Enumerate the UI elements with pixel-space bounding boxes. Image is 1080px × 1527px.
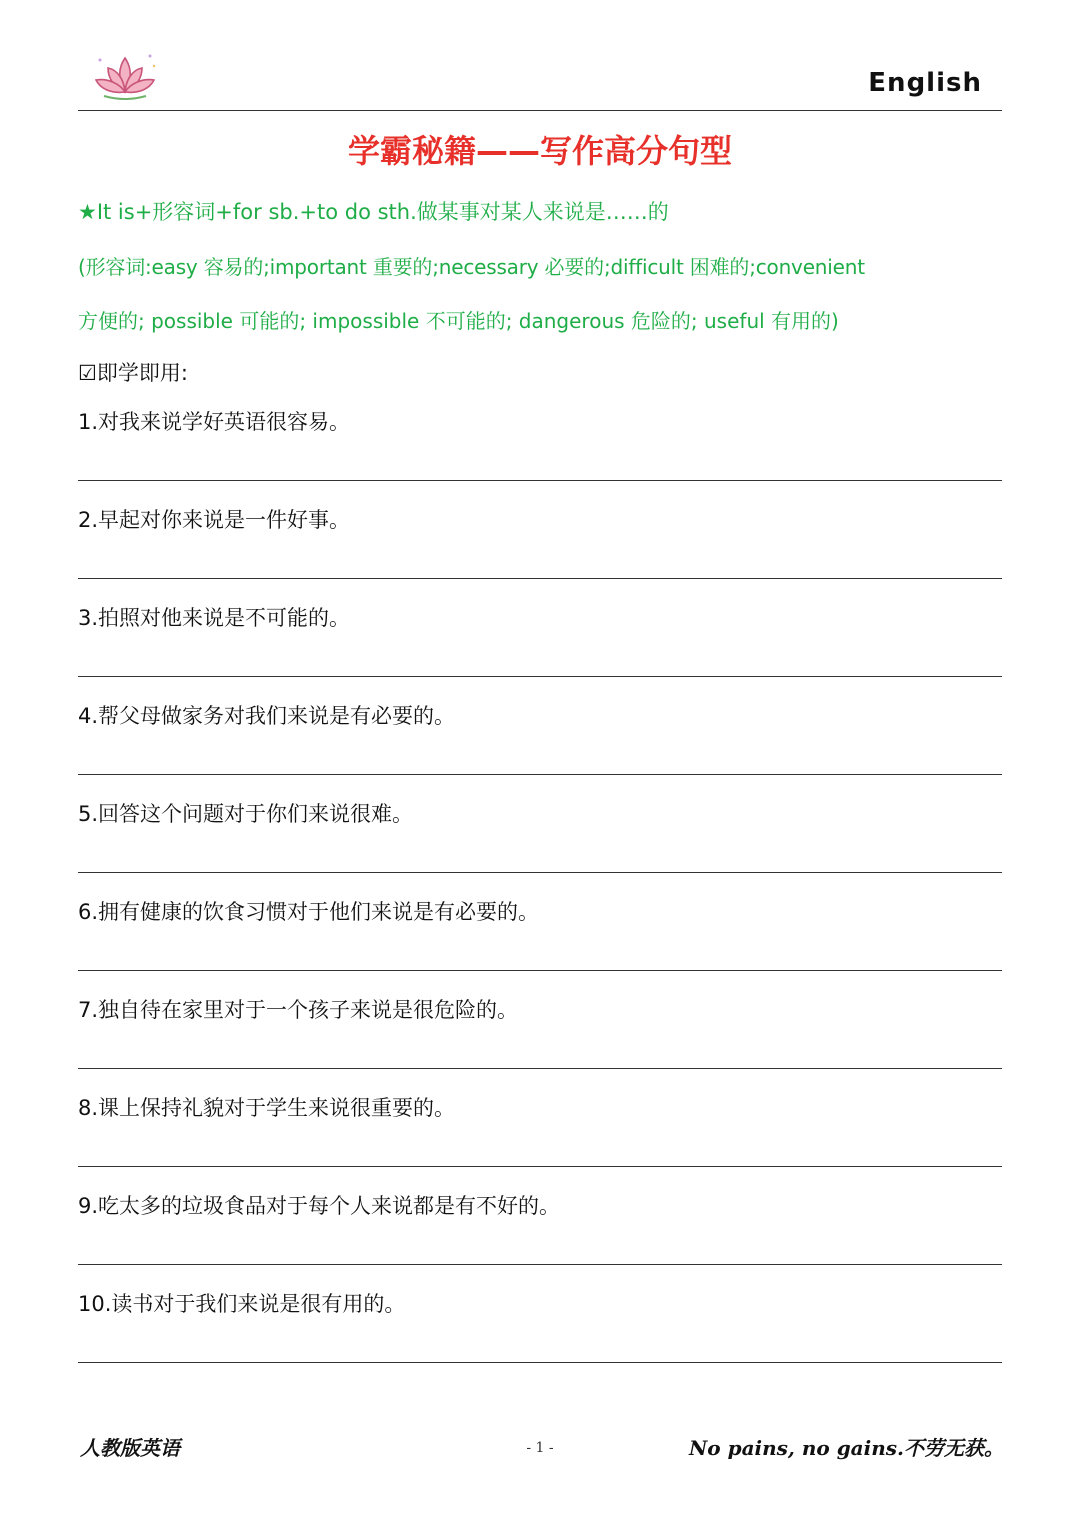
exercise-item [78, 1190, 1002, 1288]
page-header [78, 40, 1002, 111]
answer-line [78, 1264, 1002, 1265]
footer-textbook-label: 人教版英语 [80, 1436, 180, 1460]
exercise-prompt: 2.早起对你来说是一件好事。 [78, 508, 351, 532]
exercise-item [78, 406, 1002, 504]
footer-motto: No pains, no gains.不劳无获。 [689, 1436, 1004, 1460]
answer-line [78, 676, 1002, 677]
exercise-item [78, 504, 1002, 602]
exercise-item [78, 994, 1002, 1092]
answer-line [78, 1166, 1002, 1167]
exercise-prompt: 7.独自待在家里对于一个孩子来说是很危险的。 [78, 998, 519, 1022]
exercise-prompt: 6.拥有健康的饮食习惯对于他们来说是有必要的。 [78, 900, 540, 924]
exercise-item [78, 700, 1002, 798]
exercise-item [78, 896, 1002, 994]
answer-line [78, 578, 1002, 579]
exercise-prompt: 3.拍照对他来说是不可能的。 [78, 606, 351, 630]
exercise-prompt: 1.对我来说学好英语很容易。 [78, 410, 351, 434]
exercise-prompt: 5.回答这个问题对于你们来说很难。 [78, 802, 414, 826]
exercise-item [78, 1288, 1002, 1386]
exercise-prompt: 4.帮父母做家务对我们来说是有必要的。 [78, 704, 456, 728]
answer-line [78, 970, 1002, 971]
answer-line [78, 872, 1002, 873]
exercise-prompt: 9.吃太多的垃圾食品对于每个人来说都是有不好的。 [78, 1194, 561, 1218]
exercise-item [78, 1092, 1002, 1190]
exercise-prompt: 10.读书对于我们来说是很有用的。 [78, 1292, 406, 1316]
exercise-item [78, 602, 1002, 700]
adjective-note-line-2: 方便的; possible 可能的; impossible 不可能的; dangerous 危险的; useful 有用的) [78, 309, 839, 333]
lotus-icon [90, 48, 160, 106]
answer-line [78, 1362, 1002, 1363]
header-subject: English [868, 68, 982, 98]
adjective-note-line-1: (形容词:easy 容易的;important 重要的;necessary 必要的;difficult 困难的;convenient [78, 255, 865, 279]
answer-line [78, 774, 1002, 775]
page-number: - 1 - [526, 1440, 554, 1456]
page-title: 学霸秘籍——写作高分句型 [347, 132, 732, 170]
practice-heading: ☑即学即用: [78, 361, 188, 385]
exercise-prompt: 8.课上保持礼貌对于学生来说很重要的。 [78, 1096, 456, 1120]
answer-line [78, 1068, 1002, 1069]
exercise-item [78, 798, 1002, 896]
answer-line [78, 480, 1002, 481]
sentence-pattern: ★It is+形容词+for sb.+to do sth.做某事对某人来说是……的 [78, 200, 669, 224]
